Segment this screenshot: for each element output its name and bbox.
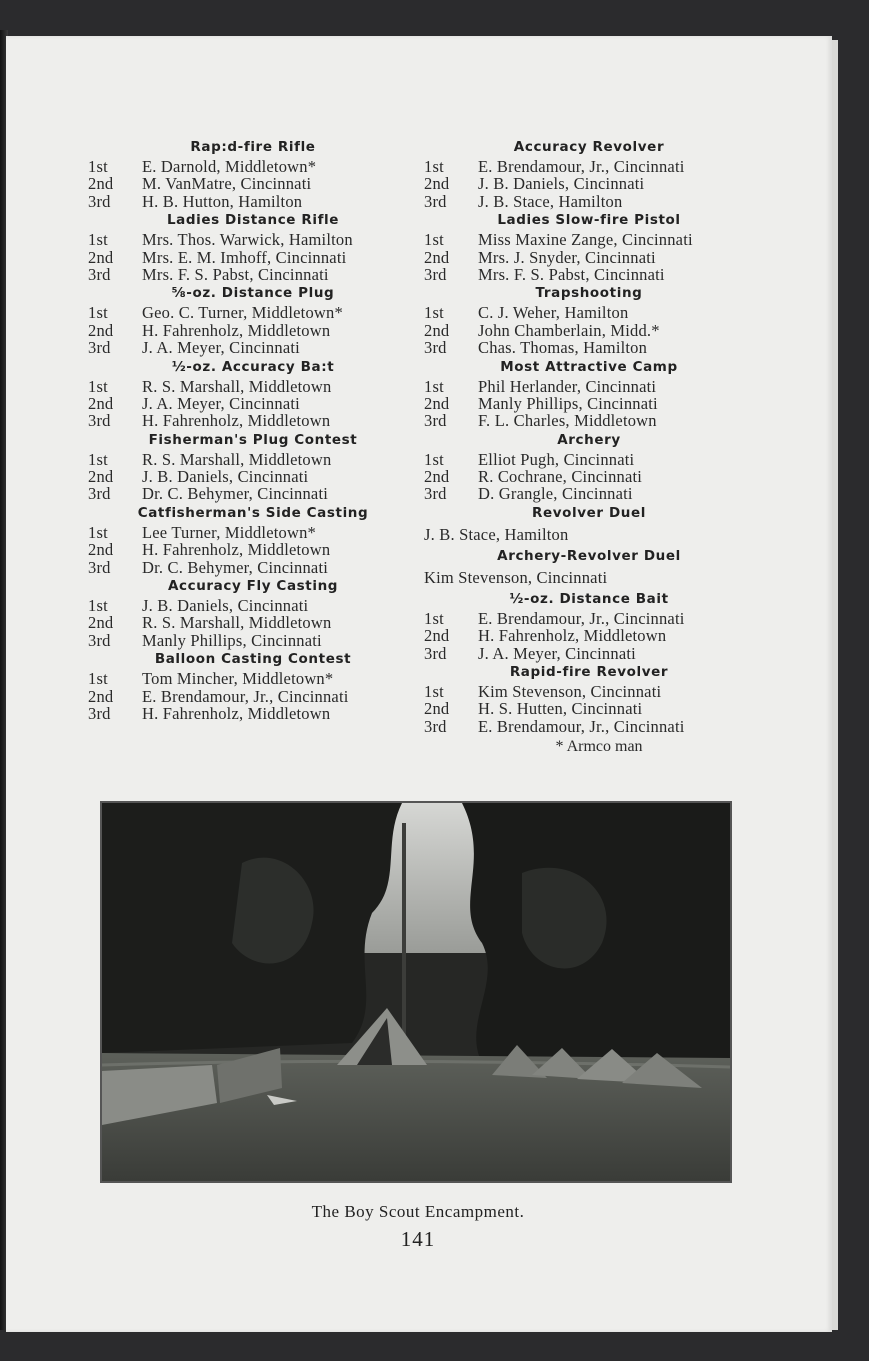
event-title: ⅝-oz. Distance Plug <box>171 285 335 302</box>
result-row <box>424 683 754 700</box>
result-place: 2nd <box>424 699 450 719</box>
result-place: 1st <box>88 157 108 176</box>
result-row <box>424 339 754 356</box>
result-place: 1st <box>424 449 444 469</box>
result-row <box>88 597 418 614</box>
result-place: 2nd <box>88 174 114 194</box>
result-winner: M. VanMatre, Cincinnati <box>142 174 312 194</box>
result-row <box>424 231 754 248</box>
result-winner: Mrs. J. Snyder, Cincinnati <box>478 247 656 267</box>
result-row <box>88 266 418 283</box>
event-section <box>424 137 754 210</box>
result-place: 3rd <box>424 643 447 663</box>
result-place: 2nd <box>88 393 114 413</box>
encampment-photo <box>100 801 732 1183</box>
result-winner: J. A. Meyer, Cincinnati <box>142 393 300 413</box>
page-edge <box>832 40 838 1330</box>
result-place: 1st <box>88 449 108 469</box>
result-place: 3rd <box>88 264 111 284</box>
result-winner: E. Brendamour, Jr., Cincinnati <box>478 716 685 736</box>
event-section <box>88 283 418 356</box>
result-winner: Manly Phillips, Cincinnati <box>142 630 322 650</box>
event-title: Trapshooting <box>535 285 643 302</box>
result-winner: E. Brendamour, Jr., Cincinnati <box>478 157 685 176</box>
result-place: 2nd <box>88 613 114 633</box>
result-place: 2nd <box>88 247 114 267</box>
result-place: 2nd <box>424 467 450 487</box>
result-place: 1st <box>88 303 108 323</box>
result-row <box>88 614 418 631</box>
result-winner: D. Grangle, Cincinnati <box>478 484 633 504</box>
result-row <box>88 705 418 722</box>
result-winner: E. Brendamour, Jr., Cincinnati <box>478 608 685 628</box>
result-row <box>424 193 754 210</box>
result-place: 3rd <box>88 484 111 504</box>
result-winner: J. B. Daniels, Cincinnati <box>478 174 645 194</box>
result-winner: J. B. Daniels, Cincinnati <box>142 596 309 616</box>
result-row <box>424 718 754 735</box>
result-place: 1st <box>424 230 444 250</box>
footnote: * Armco man <box>555 738 643 756</box>
event-title: Balloon Casting Contest <box>154 651 352 668</box>
result-row <box>424 175 754 192</box>
result-row <box>424 395 754 412</box>
result-row <box>88 559 418 576</box>
event-section <box>88 649 418 722</box>
event-title: ½-oz. Distance Bait <box>509 590 669 607</box>
result-row <box>88 485 418 502</box>
event-title: Archery <box>557 431 621 448</box>
result-row <box>88 688 418 705</box>
result-winner: F. L. Charles, Middletown <box>478 411 657 431</box>
result-row <box>424 249 754 266</box>
result-winner: E. Brendamour, Jr., Cincinnati <box>142 686 349 706</box>
result-row <box>424 700 754 717</box>
result-place: 3rd <box>88 703 111 723</box>
result-winner: John Chamberlain, Midd.* <box>478 320 660 340</box>
result-row <box>88 468 418 485</box>
result-row <box>88 451 418 468</box>
page-number: 141 <box>400 1227 436 1251</box>
result-place: 1st <box>424 376 444 396</box>
result-place: 3rd <box>88 630 111 650</box>
result-winner: Chas. Thomas, Hamilton <box>478 338 648 358</box>
result-winner: J. B. Stace, Hamilton <box>478 191 623 211</box>
result-winner: Kim Stevenson, Cincinnati <box>424 567 608 587</box>
result-place: 1st <box>424 608 444 628</box>
result-winner: Tom Mincher, Middletown* <box>142 669 334 689</box>
result-row <box>88 378 418 395</box>
result-row <box>88 158 418 175</box>
result-row <box>424 304 754 321</box>
photo-caption: The Boy Scout Encampment. <box>311 1202 525 1221</box>
result-place: 1st <box>424 682 444 702</box>
result-place: 3rd <box>424 411 447 431</box>
result-winner: Dr. C. Behymer, Cincinnati <box>142 557 329 577</box>
result-place: 2nd <box>88 467 114 487</box>
result-winner: E. Darnold, Middletown* <box>142 157 317 176</box>
event-section <box>88 576 418 649</box>
result-row <box>88 395 418 412</box>
result-winner: H. Fahrenholz, Middletown <box>142 703 331 723</box>
result-winner: J. B. Stace, Hamilton <box>424 524 569 544</box>
results-column-right <box>424 137 754 759</box>
event-title: Fisherman's Plug Contest <box>148 431 358 448</box>
event-section <box>424 430 754 503</box>
result-place: 2nd <box>88 686 114 706</box>
result-place: 1st <box>88 376 108 396</box>
result-winner: R. Cochrane, Cincinnati <box>478 467 643 487</box>
event-section <box>88 430 418 503</box>
event-title: Rap:d-fire Rifle <box>190 139 316 155</box>
result-row <box>424 412 754 429</box>
result-place: 3rd <box>424 264 447 284</box>
result-row <box>88 670 418 687</box>
event-title: Rapid-fire Revolver <box>509 664 669 681</box>
event-section <box>424 210 754 283</box>
event-title: Ladies Slow-fire Pistol <box>497 212 681 229</box>
result-row <box>88 322 418 339</box>
event-title: Ladies Distance Rifle <box>166 212 340 229</box>
result-winner: Dr. C. Behymer, Cincinnati <box>142 484 329 504</box>
result-row <box>424 322 754 339</box>
result-row <box>424 266 754 283</box>
result-winner: Phil Herlander, Cincinnati <box>478 376 657 396</box>
event-title: Accuracy Fly Casting <box>167 578 339 595</box>
event-title: Most Attractive Camp <box>500 358 678 375</box>
result-row <box>88 412 418 429</box>
result-place: 1st <box>88 669 108 689</box>
result-winner: J. A. Meyer, Cincinnati <box>142 338 300 358</box>
result-winner: H. Fahrenholz, Middletown <box>478 626 667 646</box>
result-row <box>88 175 418 192</box>
event-title: Accuracy Revolver <box>513 139 665 155</box>
result-winner: R. S. Marshall, Middletown <box>142 449 332 469</box>
result-place: 1st <box>88 522 108 542</box>
result-place: 3rd <box>424 484 447 504</box>
event-title: ½-oz. Accuracy Ba:t <box>171 358 335 375</box>
result-place: 3rd <box>424 338 447 358</box>
result-place: 3rd <box>88 411 111 431</box>
result-row <box>88 632 418 649</box>
result-winner: Mrs. F. S. Pabst, Cincinnati <box>142 264 329 284</box>
result-place: 3rd <box>88 557 111 577</box>
result-row <box>424 378 754 395</box>
result-place: 1st <box>88 596 108 616</box>
result-winner: R. S. Marshall, Middletown <box>142 376 332 396</box>
result-place: 3rd <box>424 716 447 736</box>
result-place: 1st <box>424 157 444 176</box>
result-winner: C. J. Weher, Hamilton <box>478 303 629 323</box>
result-winner: Mrs. E. M. Imhoff, Cincinnati <box>142 247 347 267</box>
event-title: Catfisherman's Side Casting <box>137 504 369 521</box>
result-row <box>88 524 418 541</box>
event-section <box>88 210 418 283</box>
result-row <box>424 485 754 502</box>
result-place: 1st <box>88 230 108 250</box>
result-row <box>424 645 754 662</box>
result-winner: J. B. Daniels, Cincinnati <box>142 467 309 487</box>
result-row <box>88 541 418 558</box>
result-winner: Miss Maxine Zange, Cincinnati <box>478 230 693 250</box>
result-row <box>88 231 418 248</box>
results-column-left <box>88 137 418 722</box>
event-title: Revolver Duel <box>532 504 646 521</box>
event-section <box>88 357 418 430</box>
result-winner: H. S. Hutten, Cincinnati <box>478 699 643 719</box>
result-winner: Elliot Pugh, Cincinnati <box>478 449 635 469</box>
result-row <box>88 304 418 321</box>
event-section <box>424 503 754 546</box>
result-place: 2nd <box>424 626 450 646</box>
event-section <box>424 283 754 356</box>
event-section <box>88 503 418 576</box>
result-row <box>424 468 754 485</box>
result-winner: R. S. Marshall, Middletown <box>142 613 332 633</box>
result-place: 2nd <box>424 174 450 194</box>
result-winner: H. Fahrenholz, Middletown <box>142 411 331 431</box>
result-row <box>424 627 754 644</box>
result-winner: Mrs. Thos. Warwick, Hamilton <box>142 230 353 250</box>
result-row <box>88 193 418 210</box>
result-winner: H. Fahrenholz, Middletown <box>142 540 331 560</box>
result-winner: Geo. C. Turner, Middletown* <box>142 303 343 323</box>
event-section <box>424 589 754 662</box>
result-place: 2nd <box>88 540 114 560</box>
result-row <box>424 610 754 627</box>
encampment-photo-image <box>102 803 730 1181</box>
result-winner: Manly Phillips, Cincinnati <box>478 393 658 413</box>
event-section <box>88 137 418 210</box>
result-winner: J. A. Meyer, Cincinnati <box>478 643 636 663</box>
result-place: 1st <box>424 303 444 323</box>
result-winner: H. Fahrenholz, Middletown <box>142 320 331 340</box>
result-place: 2nd <box>424 247 450 267</box>
result-row <box>424 451 754 468</box>
result-row <box>88 249 418 266</box>
result-place: 3rd <box>88 338 111 358</box>
result-place: 3rd <box>424 191 447 211</box>
result-row <box>424 158 754 175</box>
result-place: 2nd <box>424 320 450 340</box>
event-section <box>424 546 754 589</box>
event-section <box>424 357 754 430</box>
result-place: 3rd <box>88 191 111 211</box>
result-winner: Kim Stevenson, Cincinnati <box>478 682 662 702</box>
result-winner: Lee Turner, Middletown* <box>142 522 316 542</box>
result-place: 2nd <box>424 393 450 413</box>
result-row <box>88 339 418 356</box>
event-title: Archery-Revolver Duel <box>497 547 681 564</box>
event-section <box>424 662 754 735</box>
result-winner: H. B. Hutton, Hamilton <box>142 191 303 211</box>
result-place: 2nd <box>88 320 114 340</box>
result-winner: Mrs. F. S. Pabst, Cincinnati <box>478 264 665 284</box>
